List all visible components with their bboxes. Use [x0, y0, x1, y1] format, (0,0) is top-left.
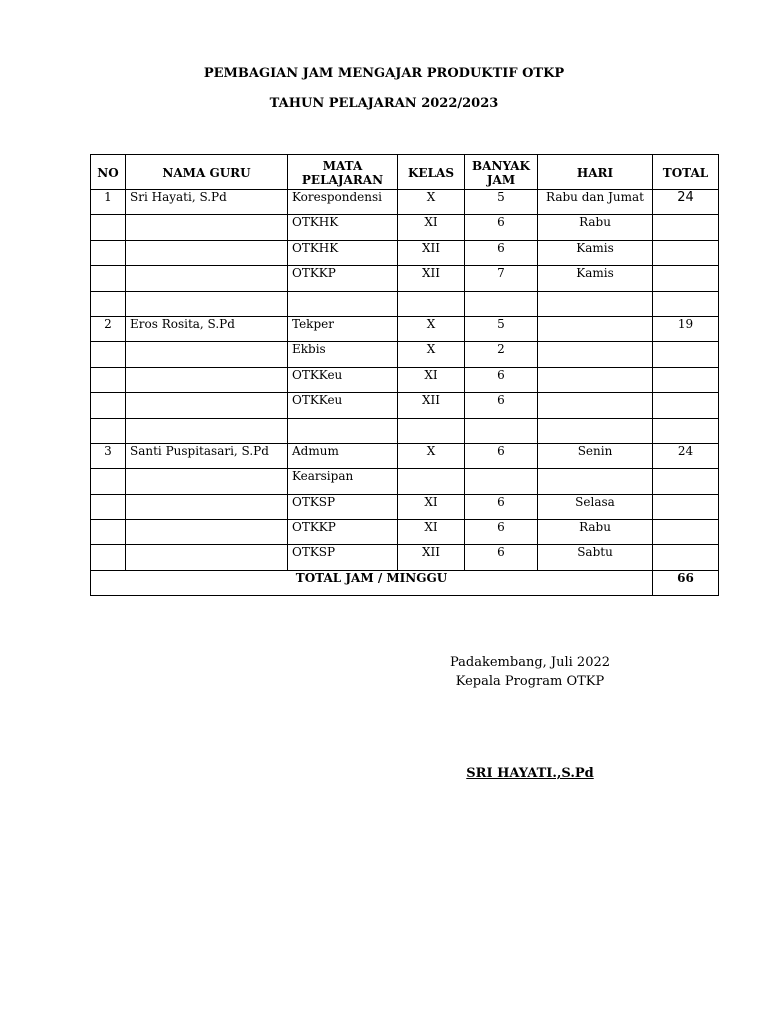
cell-kelas: XI — [398, 520, 465, 545]
cell-mata-pelajaran: OTKHK — [288, 215, 398, 240]
header-hari: HARI — [538, 155, 653, 190]
cell-nama-guru — [126, 520, 288, 545]
table-row — [91, 393, 719, 418]
cell-kelas: X — [398, 342, 465, 367]
table-row — [91, 443, 719, 468]
cell-banyak-jam: 6 — [465, 520, 538, 545]
cell-banyak-jam: 6 — [465, 545, 538, 570]
cell-total — [653, 494, 719, 519]
cell-no — [91, 469, 126, 494]
cell-hari — [538, 291, 653, 316]
cell-no: 2 — [91, 316, 126, 341]
table-row — [91, 215, 719, 240]
cell-total — [653, 266, 719, 291]
cell-kelas: XII — [398, 266, 465, 291]
header-banyak-jam: BANYAK JAM — [465, 155, 538, 190]
cell-hari — [538, 418, 653, 443]
table-header-row — [91, 155, 719, 190]
cell-nama-guru — [126, 418, 288, 443]
cell-no — [91, 367, 126, 392]
table-row — [91, 240, 719, 265]
cell-hari — [538, 316, 653, 341]
cell-total — [653, 215, 719, 240]
cell-banyak-jam — [465, 291, 538, 316]
cell-banyak-jam: 6 — [465, 240, 538, 265]
header-mata-pelajaran: MATA PELAJARAN — [288, 155, 398, 190]
cell-hari: Kamis — [538, 266, 653, 291]
cell-banyak-jam — [465, 418, 538, 443]
cell-total — [653, 291, 719, 316]
table-row — [91, 266, 719, 291]
cell-no — [91, 545, 126, 570]
cell-mata-pelajaran: Ekbis — [288, 342, 398, 367]
cell-nama-guru — [126, 215, 288, 240]
cell-nama-guru — [126, 266, 288, 291]
cell-hari — [538, 393, 653, 418]
cell-banyak-jam: 6 — [465, 494, 538, 519]
cell-kelas: XII — [398, 240, 465, 265]
cell-banyak-jam: 6 — [465, 393, 538, 418]
cell-no — [91, 240, 126, 265]
cell-nama-guru: Sri Hayati, S.Pd — [126, 190, 288, 215]
cell-nama-guru — [126, 393, 288, 418]
cell-nama-guru: Santi Puspitasari, S.Pd — [126, 443, 288, 468]
teaching-schedule-table — [90, 154, 719, 596]
cell-banyak-jam: 6 — [465, 443, 538, 468]
cell-no — [91, 418, 126, 443]
table-row-spacer — [91, 291, 719, 316]
cell-banyak-jam: 5 — [465, 190, 538, 215]
cell-no — [91, 342, 126, 367]
cell-no — [91, 520, 126, 545]
cell-nama-guru — [126, 240, 288, 265]
total-jam-value: 66 — [653, 570, 719, 595]
signature-role: Kepala Program OTKP — [455, 674, 605, 689]
cell-kelas: XII — [398, 545, 465, 570]
cell-mata-pelajaran — [288, 291, 398, 316]
cell-total — [653, 367, 719, 392]
cell-nama-guru: Eros Rosita, S.Pd — [126, 316, 288, 341]
cell-hari — [538, 469, 653, 494]
cell-mata-pelajaran: Admum — [288, 443, 398, 468]
cell-hari: Rabu — [538, 215, 653, 240]
header-nama-guru: NAMA GURU — [126, 155, 288, 190]
cell-total — [653, 545, 719, 570]
table-row — [91, 190, 719, 215]
cell-banyak-jam: 2 — [465, 342, 538, 367]
cell-mata-pelajaran: OTKKeu — [288, 367, 398, 392]
cell-banyak-jam — [465, 469, 538, 494]
header-kelas: KELAS — [398, 155, 465, 190]
cell-hari: Senin — [538, 443, 653, 468]
table-row — [91, 469, 719, 494]
cell-hari: Sabtu — [538, 545, 653, 570]
cell-nama-guru — [126, 469, 288, 494]
total-jam-label: TOTAL JAM / MINGGU — [91, 570, 653, 595]
cell-mata-pelajaran: OTKSP — [288, 494, 398, 519]
cell-no — [91, 494, 126, 519]
cell-no — [91, 291, 126, 316]
document-title: PEMBAGIAN JAM MENGAJAR PRODUKTIF OTKP — [203, 66, 565, 81]
cell-kelas: XI — [398, 494, 465, 519]
cell-mata-pelajaran: OTKKP — [288, 266, 398, 291]
cell-mata-pelajaran: OTKSP — [288, 545, 398, 570]
cell-kelas: X — [398, 190, 465, 215]
cell-no — [91, 215, 126, 240]
cell-hari — [538, 367, 653, 392]
table-row-spacer — [91, 418, 719, 443]
cell-total — [653, 393, 719, 418]
signature-name: SRI HAYATI.,S.Pd — [466, 766, 594, 781]
table-row — [91, 520, 719, 545]
cell-kelas — [398, 291, 465, 316]
table-row — [91, 494, 719, 519]
signature-place-date: Padakembang, Juli 2022 — [449, 655, 611, 670]
table-row — [91, 316, 719, 341]
cell-total — [653, 342, 719, 367]
table-row — [91, 545, 719, 570]
cell-hari: Rabu — [538, 520, 653, 545]
cell-no — [91, 266, 126, 291]
cell-kelas: X — [398, 316, 465, 341]
cell-banyak-jam: 6 — [465, 367, 538, 392]
cell-total — [653, 418, 719, 443]
cell-total: 19 — [653, 316, 719, 341]
cell-kelas: X — [398, 443, 465, 468]
cell-banyak-jam: 5 — [465, 316, 538, 341]
cell-mata-pelajaran: Korespondensi — [288, 190, 398, 215]
cell-kelas: XI — [398, 215, 465, 240]
cell-hari — [538, 342, 653, 367]
cell-nama-guru — [126, 291, 288, 316]
cell-nama-guru — [126, 545, 288, 570]
header-total: TOTAL — [653, 155, 719, 190]
cell-total: 24 — [653, 443, 719, 468]
table-row — [91, 342, 719, 367]
header-no: NO — [91, 155, 126, 190]
document-subtitle: TAHUN PELAJARAN 2022/2023 — [269, 96, 499, 111]
cell-banyak-jam: 7 — [465, 266, 538, 291]
cell-hari: Rabu dan Jumat — [538, 190, 653, 215]
cell-mata-pelajaran — [288, 418, 398, 443]
cell-no: 3 — [91, 443, 126, 468]
table-footer-row — [91, 570, 719, 595]
cell-nama-guru — [126, 342, 288, 367]
cell-kelas: XII — [398, 393, 465, 418]
cell-total — [653, 520, 719, 545]
cell-mata-pelajaran: Kearsipan — [288, 469, 398, 494]
cell-kelas: XI — [398, 367, 465, 392]
table-row — [91, 367, 719, 392]
cell-mata-pelajaran: OTKHK — [288, 240, 398, 265]
cell-total — [653, 469, 719, 494]
cell-total: 24 — [653, 190, 719, 215]
cell-kelas — [398, 469, 465, 494]
cell-no — [91, 393, 126, 418]
cell-total — [653, 240, 719, 265]
cell-nama-guru — [126, 494, 288, 519]
cell-no: 1 — [91, 190, 126, 215]
cell-mata-pelajaran: OTKKeu — [288, 393, 398, 418]
cell-mata-pelajaran: OTKKP — [288, 520, 398, 545]
cell-hari: Selasa — [538, 494, 653, 519]
cell-mata-pelajaran: Tekper — [288, 316, 398, 341]
cell-banyak-jam: 6 — [465, 215, 538, 240]
cell-hari: Kamis — [538, 240, 653, 265]
cell-nama-guru — [126, 367, 288, 392]
cell-kelas — [398, 418, 465, 443]
